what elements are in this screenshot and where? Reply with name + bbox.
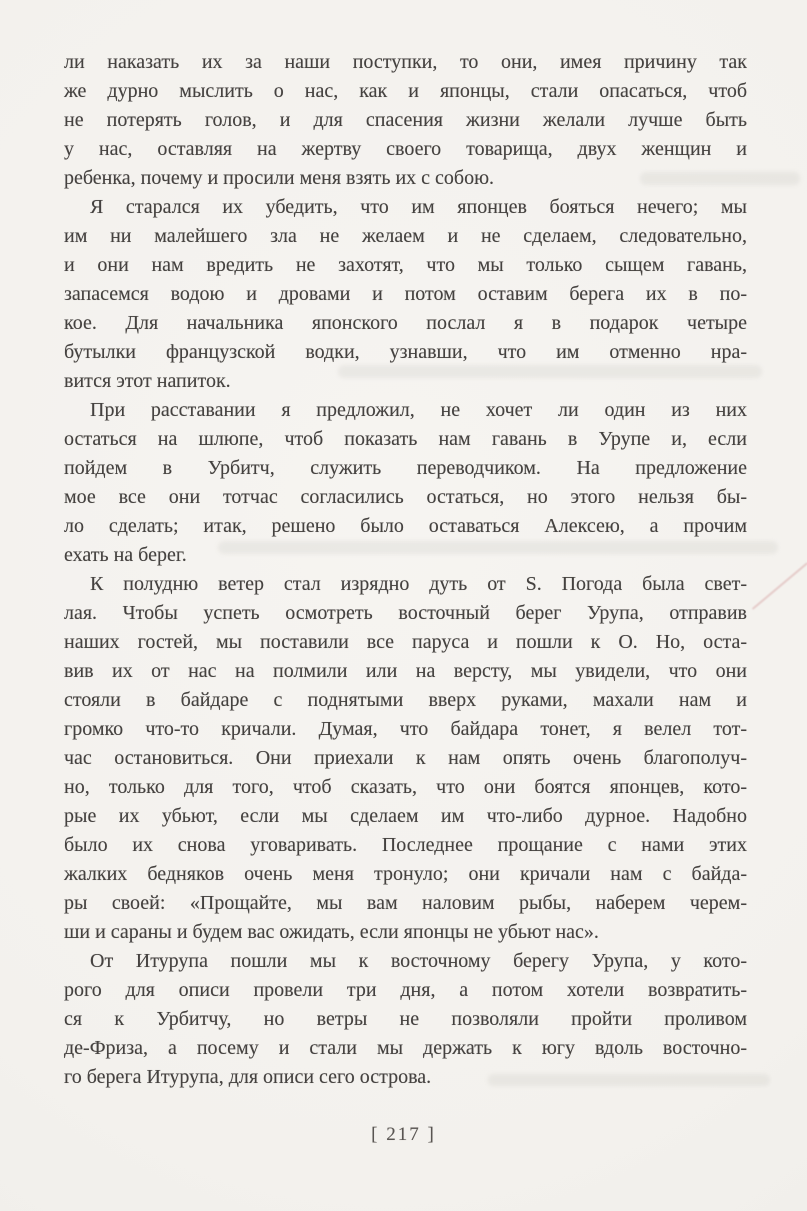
text-line: кое. Для начальника японского послал я в подарок четыре	[64, 312, 747, 334]
text-line: вив их от нас на полмили или на версту, мы увидели, что они	[64, 660, 747, 682]
text-line: им ни малейшего зла не желаем и не сделаем, следовательно,	[64, 225, 747, 247]
text-line: ребенка, почему и просили меня взять их с собою.	[64, 167, 495, 189]
text-line: не потерять голов, и для спасения жизни желали лучше быть	[64, 109, 747, 131]
text-line: мое все они тотчас согласились остаться, но этого нельзя бы-	[64, 486, 747, 508]
text-line: пойдем в Урбитч, служить переводчиком. На предложение	[64, 457, 747, 479]
text-line: Я старался их убедить, что им японцев бояться нечего; мы	[90, 196, 747, 218]
text-line: де-Фриза, а посему и стали мы держать к югу вдоль восточно-	[64, 1037, 747, 1059]
paragraph	[64, 570, 747, 947]
text-line: бутылки французской водки, узнавши, что им отменно нра-	[64, 341, 747, 363]
text-line: жалких бедняков очень меня тронуло; они кричали нам с байда-	[64, 863, 747, 885]
bleedthrough-artifact	[488, 1074, 770, 1086]
scan-scratch-artifact	[752, 562, 807, 610]
text-line: лая. Чтобы успеть осмотреть восточный берег Урупа, отправив	[64, 602, 747, 624]
bleedthrough-artifact	[640, 172, 800, 185]
text-line: го берега Итурупа, для описи сего острова.	[64, 1066, 432, 1088]
text-line: час остановиться. Они приехали к нам опять очень благополуч-	[64, 747, 747, 769]
text-line: От Итурупа пошли мы к восточному берегу Урупа, у кото-	[90, 950, 747, 972]
text-line: рые их убьют, если мы сделаем им что-либо дурное. Надобно	[64, 805, 747, 827]
text-line: было их снова уговаривать. Последнее прощание с нами этих	[64, 834, 747, 856]
text-line: же дурно мыслить о нас, как и японцы, стали опасаться, чтоб	[64, 80, 747, 102]
text-line: запасемся водою и дровами и потом оставим берега их в по-	[64, 283, 747, 305]
page-text-block	[64, 48, 747, 1092]
text-line: стояли в байдаре с поднятыми вверх руками, махали нам и	[64, 689, 747, 711]
text-line: ли наказать их за наши поступки, то они, имея причину так	[64, 51, 747, 73]
text-line: у нас, оставляя на жертву своего товарища, двух женщин и	[64, 138, 747, 160]
text-line: ши и сараны и будем вас ожидать, если японцы не убьют нас».	[64, 921, 599, 943]
text-line: ло сделать; итак, решено было оставаться Алексею, а прочим	[64, 515, 747, 537]
text-line: ехать на берег.	[64, 544, 187, 566]
text-line: При расставании я предложил, не хочет ли один из них	[90, 399, 747, 421]
paragraph	[64, 947, 747, 1092]
bleedthrough-artifact	[338, 365, 762, 378]
text-line: но, только для того, чтоб сказать, что они боятся японцев, кото-	[64, 776, 747, 798]
text-line: рого для описи провели три дня, а потом хотели возвратить-	[64, 979, 747, 1001]
text-line: громко что-то кричали. Думая, что байдара тонет, я велел тот-	[64, 718, 747, 740]
text-line: вится этот напиток.	[64, 370, 231, 392]
page-number: [ 217 ]	[371, 1124, 436, 1145]
text-line: и они нам вредить не захотят, что мы только сыщем гавань,	[64, 254, 747, 276]
text-line: ся к Урбитчу, но ветры не позволяли пройти проливом	[64, 1008, 747, 1030]
text-line: ры своей: «Прощайте, мы вам наловим рыбы, наберем черем-	[64, 892, 747, 914]
text-line: остаться на шлюпе, чтоб показать нам гавань в Урупе и, если	[64, 428, 747, 450]
text-line: наших гостей, мы поставили все паруса и пошли к О. Но, оста-	[64, 631, 747, 653]
bleedthrough-artifact	[218, 541, 778, 554]
text-line: К полудню ветер стал изрядно дуть от S. Погода была свет-	[90, 573, 747, 595]
